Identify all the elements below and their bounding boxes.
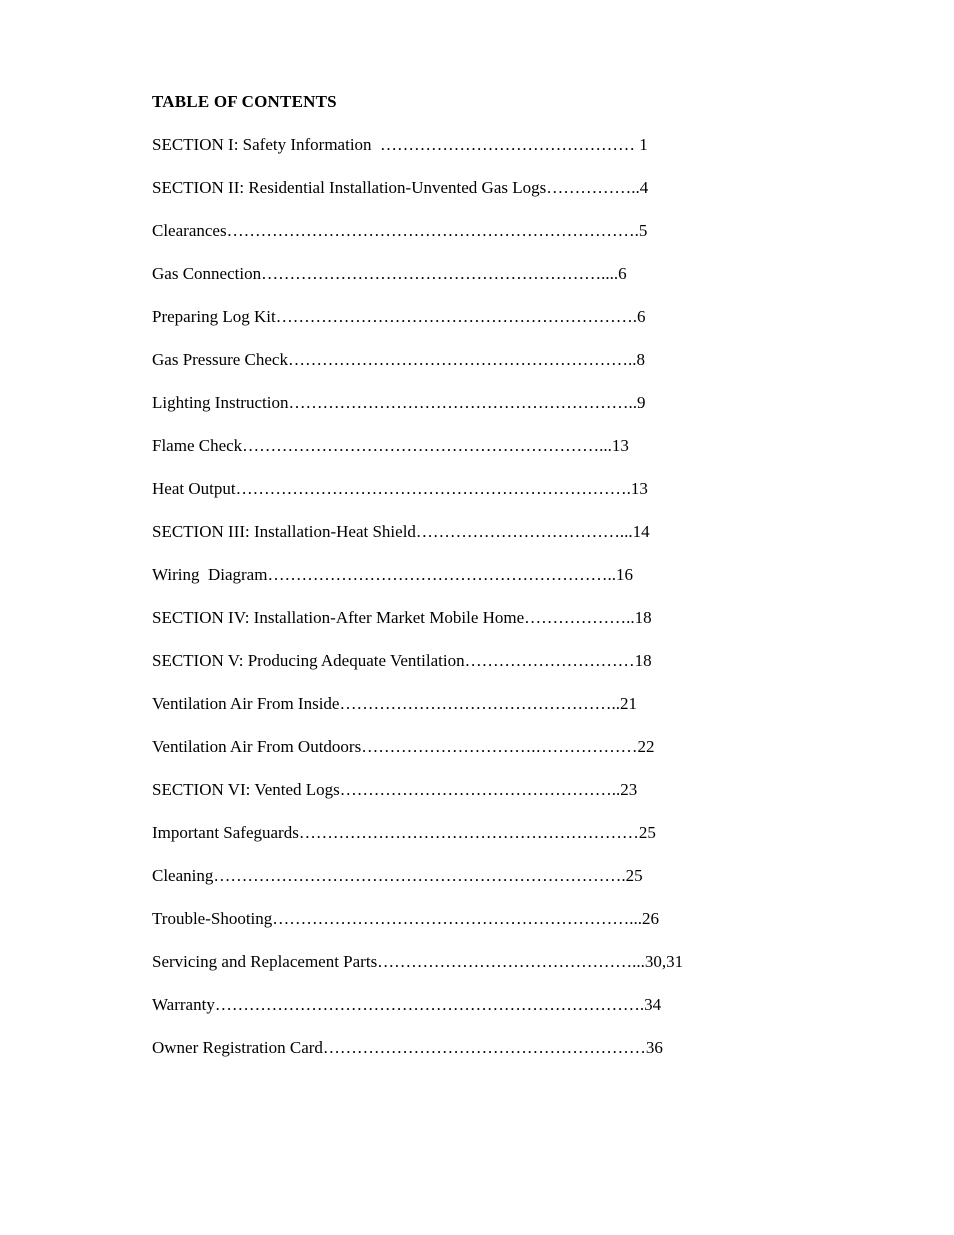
toc-entry: SECTION IV: Installation-After Market Mobile Home………………..18 xyxy=(152,608,652,627)
toc-title: TABLE OF CONTENTS xyxy=(152,92,337,111)
toc-entry: SECTION II: Residential Installation-Unvented Gas Logs……………..4 xyxy=(152,178,649,197)
toc-entry: Lighting Instruction……………………………………………………..9 xyxy=(152,393,646,412)
toc-entry: SECTION V: Producing Adequate Ventilation…………………………18 xyxy=(152,651,652,670)
toc-entry: Flame Check………………………………………………………...13 xyxy=(152,436,629,455)
toc-entry: Cleaning……………………………………………………………….25 xyxy=(152,866,643,885)
toc-entry: Heat Output…………………………………………………………….13 xyxy=(152,479,648,498)
toc-entry: SECTION I: Safety Information ……………………………………… 1 xyxy=(152,135,648,154)
toc-entry: SECTION VI: Vented Logs…………………………………………..23 xyxy=(152,780,638,799)
toc-entry: Warranty………………………………………………………………….34 xyxy=(152,995,662,1014)
document-page xyxy=(152,90,852,1079)
toc-entry: Trouble-Shooting………………………………………………………...26 xyxy=(152,909,660,928)
toc-list xyxy=(152,133,852,1060)
toc-entry: Clearances……………………………………………………………….5 xyxy=(152,221,648,240)
toc-entry: Important Safeguards……………………………………………………25 xyxy=(152,823,656,842)
toc-entry: SECTION III: Installation-Heat Shield………………………………...14 xyxy=(152,522,650,541)
toc-entry: Gas Pressure Check……………………………………………………..8 xyxy=(152,350,645,369)
toc-entry: Servicing and Replacement Parts………………………………………...30,31 xyxy=(152,952,684,971)
toc-entry: Wiring Diagram……………………………………………………..16 xyxy=(152,565,633,584)
toc-entry: Gas Connection……………………………………………………....6 xyxy=(152,264,627,283)
toc-entry: Preparing Log Kit……………………………………………………….6 xyxy=(152,307,646,326)
toc-entry: Owner Registration Card…………………………………………………36 xyxy=(152,1038,663,1057)
toc-entry: Ventilation Air From Outdoors………………………….………………22 xyxy=(152,737,655,756)
toc-entry: Ventilation Air From Inside…………………………………………..21 xyxy=(152,694,637,713)
